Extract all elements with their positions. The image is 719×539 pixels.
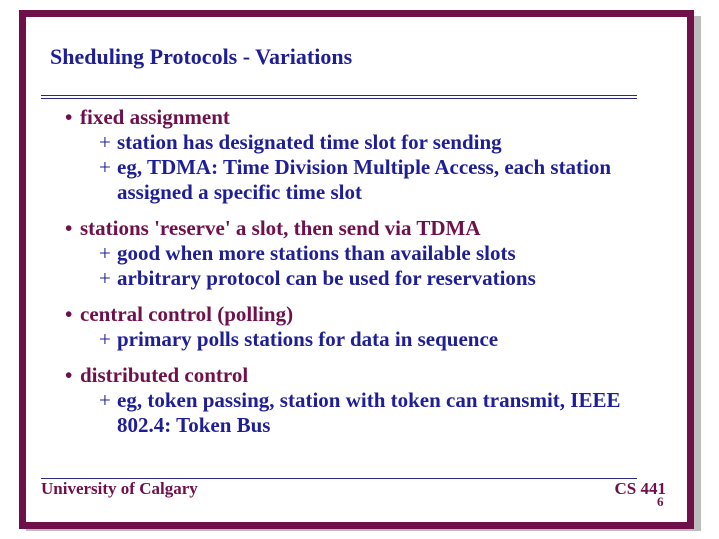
page-number: 6 — [657, 494, 664, 509]
footer-course: CS 441 — [614, 479, 666, 498]
plus-bullet-icon: + — [99, 241, 111, 265]
bullet-dot-icon: • — [65, 363, 73, 387]
bullet-item: • distributed control — [65, 363, 249, 387]
plus-bullet-icon: + — [99, 266, 111, 290]
sub-bullet-item: + good when more stations than available slots — [99, 241, 516, 265]
plus-bullet-icon: + — [99, 388, 111, 412]
sub-bullet-item: + station has designated time slot for sending — [99, 130, 502, 154]
bullet-group — [65, 215, 645, 291]
plus-bullet-icon: + — [99, 327, 111, 351]
plus-bullet-icon: + — [99, 130, 111, 154]
bullet-list — [65, 104, 645, 448]
bullet-dot-icon: • — [65, 216, 73, 240]
bullet-dot-icon: • — [65, 302, 73, 326]
footer-institution: University of Calgary — [41, 479, 198, 498]
sub-bullet-item: + eg, token passing, station with token can transmit, IEEE 802.4: Token Bus — [99, 388, 621, 437]
title-rule-bottom — [41, 98, 637, 99]
slide-title: Sheduling Protocols - Variations — [50, 44, 353, 69]
bullet-group — [65, 362, 645, 438]
bullet-dot-icon: • — [65, 105, 73, 129]
bullet-item: • central control (polling) — [65, 302, 294, 326]
sub-bullet-item: + eg, TDMA: Time Division Multiple Access, each station assigned a specific time slot — [99, 155, 612, 204]
bullet-item: • stations 'reserve' a slot, then send via TDMA — [65, 216, 481, 240]
title-rule-top — [41, 95, 637, 96]
plus-bullet-icon: + — [99, 155, 111, 179]
bullet-group — [65, 301, 645, 352]
bullet-item: • fixed assignment — [65, 105, 230, 129]
sub-bullet-item: + arbitrary protocol can be used for reservations — [99, 266, 536, 290]
bullet-group — [65, 104, 645, 205]
sub-bullet-item: + primary polls stations for data in sequence — [99, 327, 499, 351]
